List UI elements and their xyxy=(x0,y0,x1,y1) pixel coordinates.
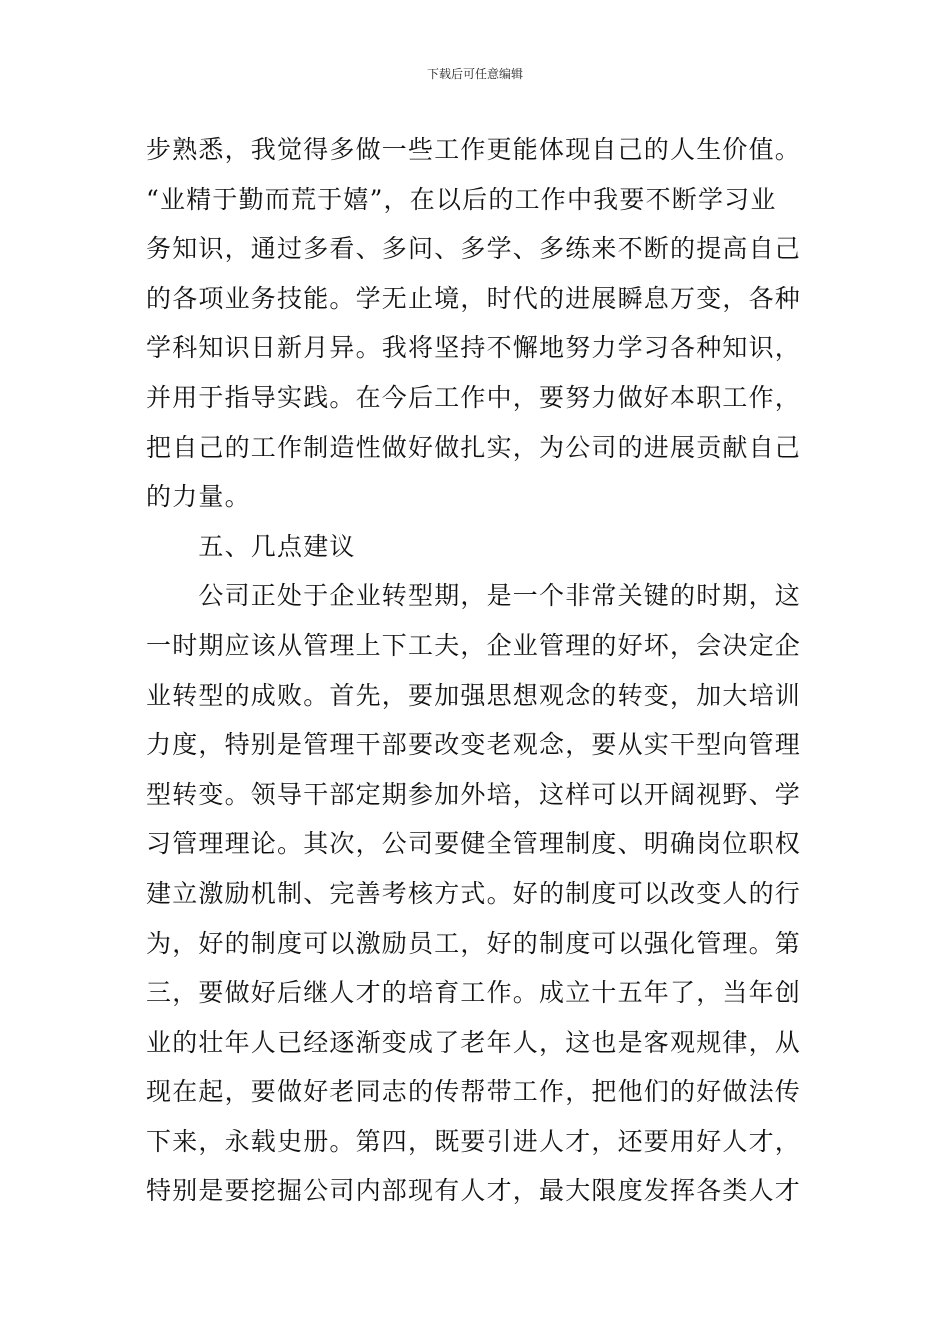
text-line: 建立激励机制、完善考核方式。好的制度可以改变人的行 xyxy=(146,878,802,908)
text-line: 并用于指导实践。在今后工作中，要努力做好本职工作， xyxy=(146,382,802,412)
section-heading: 五、几点建议 xyxy=(146,531,356,561)
text-line: 力度，特别是管理干部要改变老观念，要从实干型向管理 xyxy=(146,730,802,760)
text-line: 的力量。 xyxy=(146,482,251,512)
text-line: 步熟悉，我觉得多做一些工作更能体现自己的人生价值。 xyxy=(146,135,802,164)
text-line: 学科知识日新月异。我将坚持不懈地努力学习各种知识， xyxy=(146,333,802,363)
text-line: 特别是要挖掘公司内部现有人才，最大限度发挥各类人才 xyxy=(146,1176,802,1206)
text-line: 业转型的成败。首先，要加强思想观念的转变，加大培训 xyxy=(146,680,802,710)
text-line: 公司正处于企业转型期，是一个非常关键的时期，这 xyxy=(146,581,802,611)
text-line: 的各项业务技能。学无止境，时代的进展瞬息万变，各种 xyxy=(146,283,802,313)
page-header: 下载后可任意编辑 xyxy=(426,67,523,81)
text-line: 一时期应该从管理上下工夫，企业管理的好坏，会决定企 xyxy=(146,630,802,660)
text-line: 业的壮年人已经逐渐变成了老年人，这也是客观规律，从 xyxy=(146,1027,802,1057)
text-line: 三，要做好后继人才的培育工作。成立十五年了，当年创 xyxy=(146,978,802,1008)
text-line: 为，好的制度可以激励员工，好的制度可以强化管理。第 xyxy=(146,928,802,958)
text-line: “业精于勤而荒于嬉”，在以后的工作中我要不断学习业 xyxy=(146,184,777,214)
text-line: 务知识，通过多看、多问、多学、多练来不断的提高自己 xyxy=(146,234,802,264)
text-line: 习管理理论。其次，公司要健全管理制度、明确岗位职权 xyxy=(146,829,802,859)
text-line: 现在起，要做好老同志的传帮带工作，把他们的好做法传 xyxy=(146,1077,802,1107)
document-body xyxy=(146,125,826,1216)
text-line: 型转变。领导干部定期参加外培，这样可以开阔视野、学 xyxy=(146,779,802,809)
text-line: 下来，永载史册。第四，既要引进人才，还要用好人才， xyxy=(146,1126,802,1156)
text-line: 把自己的工作制造性做好做扎实，为公司的进展贡献自己 xyxy=(146,432,802,462)
